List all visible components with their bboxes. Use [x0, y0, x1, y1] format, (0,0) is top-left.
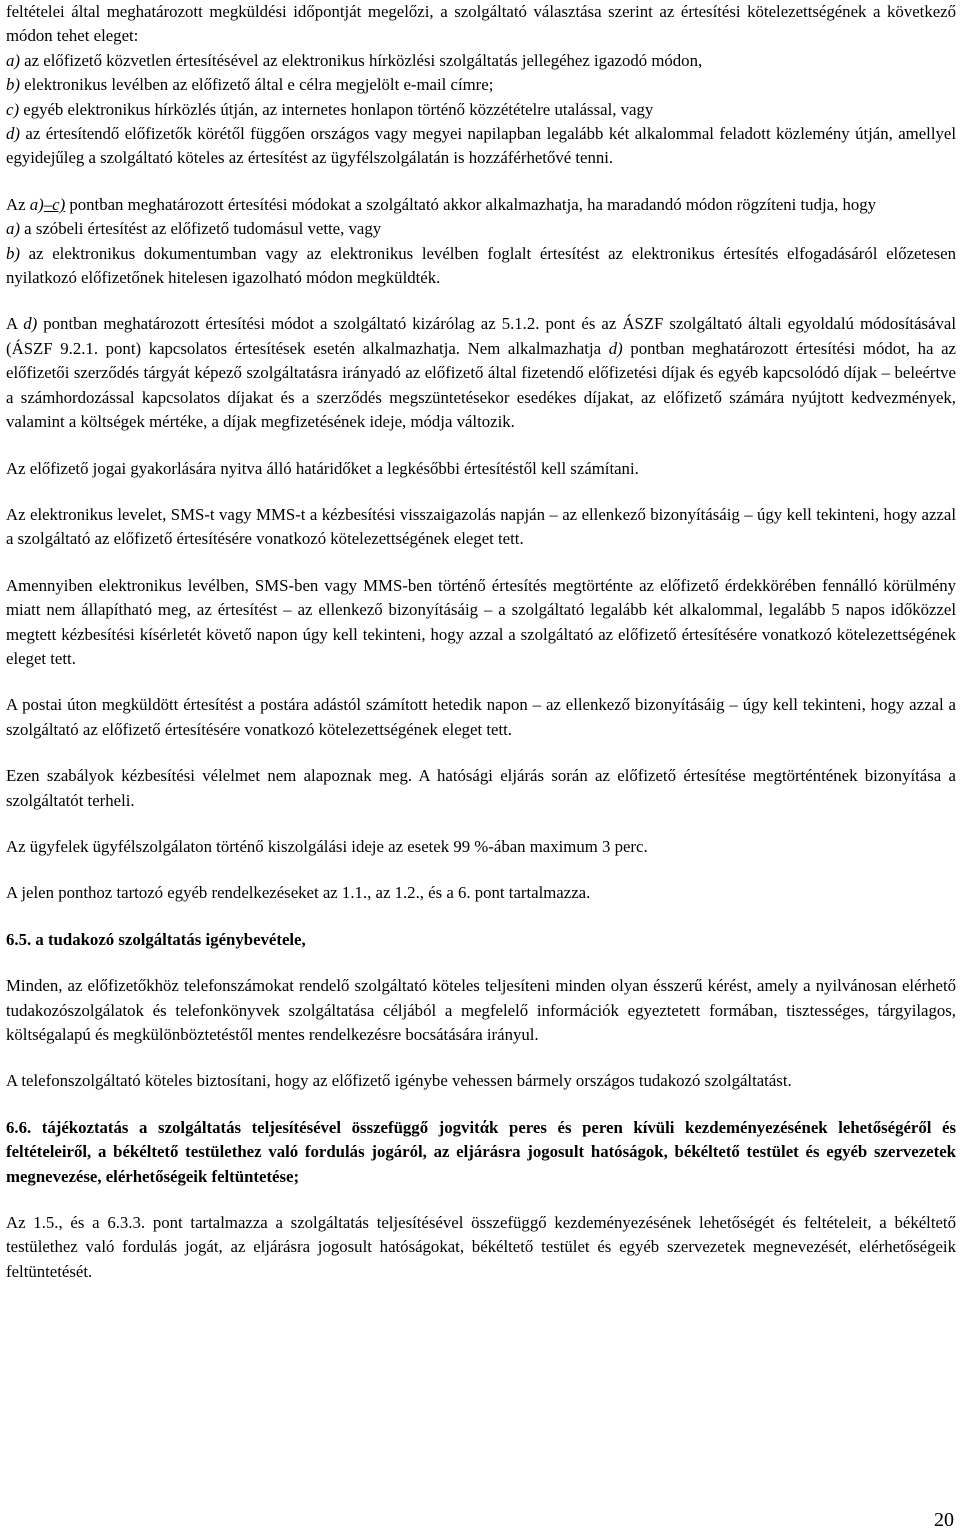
list-item-c [6, 98, 956, 122]
item-label: a) [6, 219, 20, 239]
list-item-a [6, 49, 956, 73]
text-run: pontban meghatározott értesítési módot a szolgáltató kizárólag az 5.1.2. pont és az ÁSZF szolgáltató általi egyoldalú módosításával (ÁSZF 9.2.1. pont) kapcsolatos értesítések esetén alkalmazhatja. Nem alkalmazhatja [6, 314, 956, 358]
item-label: a) [29, 194, 44, 214]
item-text: elektronikus levélben az előfizető által e célra megjelölt e-mail címre; [19, 75, 494, 95]
paragraph-postal-delivery: A postai úton megküldött értesítést a postára adástól számított hetedik napon – az ellenkező bizonyításáig – úgy kell tekinteni, hogy azzal a szolgáltató az előfizető értesítésére vonatkozó kötelezettségének eleget tett. [6, 695, 956, 739]
item-label: b) [6, 243, 20, 263]
item-label: a) [6, 50, 20, 70]
list-item-b [6, 73, 956, 97]
item-text: a szóbeli értesítést az előfizető tudomásul vette, vagy [19, 219, 382, 239]
text-run: pontban meghatározott értesítési módokat a szolgáltató akkor alkalmazhatja, ha maradandó módon rögzíteni tudja, hogy [65, 194, 877, 214]
item-label: b) [6, 75, 20, 95]
page-number: 20 [934, 1509, 954, 1531]
paragraph-deadlines: Az előfizető jogai gyakorlására nyitva álló határidőket a legkésőbbi értesítéstől kell számítani. [6, 458, 639, 478]
item-text: egyéb elektronikus hírközlés útján, az internetes honlapon történő közzétételre utalással, vagy [19, 99, 654, 119]
item-label: d) [23, 314, 38, 334]
paragraph-service-time: Az ügyfelek ügyfélszolgálaton történő kiszolgálási ideje az esetek 99 %-ában maximum 3 perc. [6, 836, 648, 856]
paragraph-mode-d [6, 312, 956, 434]
section-heading-6-6: 6.6. tájékoztatás a szolgáltatás teljesítésével összefüggő jogvitάk peres és peren kívüli kezdeményezésének lehetőségéről és feltételeiről, a békéltető testülethez való fordulás jogáról, az eljárásra jogosult hatóságok, békéltető testület és egyéb szervezetek megnevezése, elérhetőségeik feltüntetése; [6, 1117, 956, 1186]
paragraph-presumption: Ezen szabályok kézbesítési vélelmet nem alapoznak meg. A hatósági eljárás során az előfizető értesítése megtörténtének bizonyítása a szolgáltatót terheli. [6, 766, 956, 810]
intro-text: feltételei által meghatározott megküldési időpontját megelőzi, a szolgáltató választása szerint az értesítési kötelezettségének a következő módon tehet eleget: [6, 2, 956, 46]
document-page [6, 0, 956, 1306]
paragraph-notification-modes [6, 193, 956, 217]
paragraph-dispute-reference: Az 1.5., és a 6.3.3. pont tartalmazza a szolgáltatás teljesítésével összefüggő kezdeményezésének lehetőségét és feltételeit, a békéltető testülethez való fordulás jogát, az eljárásra jogosult hatóságokat, békéltető testület és egyéb szervezetek megnevezését, elérhetőségeik feltüntetését. [6, 1213, 956, 1281]
item-text: az elektronikus dokumentumban vagy az elektronikus levélben foglalt értesítést az elektronikus értesítés elfogadásáról előzetesen nyilatkozó előfizetőnek hitelesen igazolható módon megküldték. [6, 243, 956, 288]
text-run: pontban meghatározott értesítési módot, ha az előfizetői szerződés tárgyát képező szolgáltatásra irányadó az előfizető által fizetendő előfizetési díjak és egyéb kapcsolódó díjak – beleértve a számhordozással kapcsolatos díjakat és a szerződés megszüntetésekor esedékes díjakat, az előfizető számára nyújtott kedvezmények, valamint a költségek mértéke, a díjak megfizetésének ideje, módja változik. [6, 338, 956, 432]
list-item-a-verbal [6, 217, 956, 241]
list-item-b-electronic [6, 242, 956, 291]
item-text: az értesítendő előfizetők körétől függően országos vagy megyei napilapban legalább két alkalommal feladott közlemény útján, amellyel egyidejűleg a szolgáltató köteles az értesítést az ügyfélszolgálatán is hozzáférhetővé tenni. [6, 124, 956, 168]
list-item-d [6, 122, 956, 171]
item-label-underlined: –c) [43, 194, 66, 214]
text-run: A [6, 314, 24, 334]
paragraph-directory-access: A telefonszolgáltató köteles biztosítani, hogy az előfizető igénybe vehessen bármely országos tudakozó szolgáltatást. [6, 1071, 792, 1091]
paragraph-directory-requests: Minden, az előfizetőkhöz telefonszámokat rendelő szolgáltató köteles teljesíteni minden olyan ésszerű kérést, amely a nyilvánosan elérhető tudakozószolgálatok és telefonkönyvek szolgáltatása céljából a megfelelő információk egyeztetett formában, tisztességes, tárgyilagos, költségalapú és megkülönböztetéstől mentes rendelkezésre bocsátására irányul. [6, 976, 956, 1044]
paragraph-electronic-delivery: Az elektronikus levelet, SMS-t vagy MMS-t a kézbesítési visszaigazolás napján – az ellenkező bizonyításáig – úgy kell tekinteni, hogy azzal a szolgáltató az előfizető értesítésére vonatkozó kötelezettségének eleget tett. [6, 504, 956, 549]
paragraph-other-provisions: A jelen ponthoz tartozó egyéb rendelkezéseket az 1.1., az 1.2., és a 6. pont tartalmazza. [6, 883, 591, 903]
text-run: Az [6, 194, 30, 214]
section-heading-6-5: 6.5. a tudakozó szolgáltatás igénybevétele, [6, 929, 306, 949]
item-label: d) [6, 124, 20, 144]
item-text: az előfizető közvetlen értesítésével az elektronikus hírközlési szolgáltatás jellegéhez igazodó módon, [19, 50, 703, 70]
item-label: d) [608, 338, 623, 358]
paragraph-failed-delivery: Amennyiben elektronikus levélben, SMS-ben vagy MMS-ben történő értesítés megtörténte az előfizető érdekkörében fennálló körülmény miatt nem állapítható meg, az értesítést – az ellenkező bizonyításáig – a szolgáltató legalább két alkalommal, legalább 5 napos időközzel megtett kézbesítési kísérletét követő napon úgy kell tekinteni, hogy azzal a szolgáltató az előfizető értesítésére vonatkozó kötelezettségének eleget tett. [6, 575, 956, 668]
paragraph-notification-intro [6, 0, 956, 49]
item-label: c) [6, 99, 20, 119]
